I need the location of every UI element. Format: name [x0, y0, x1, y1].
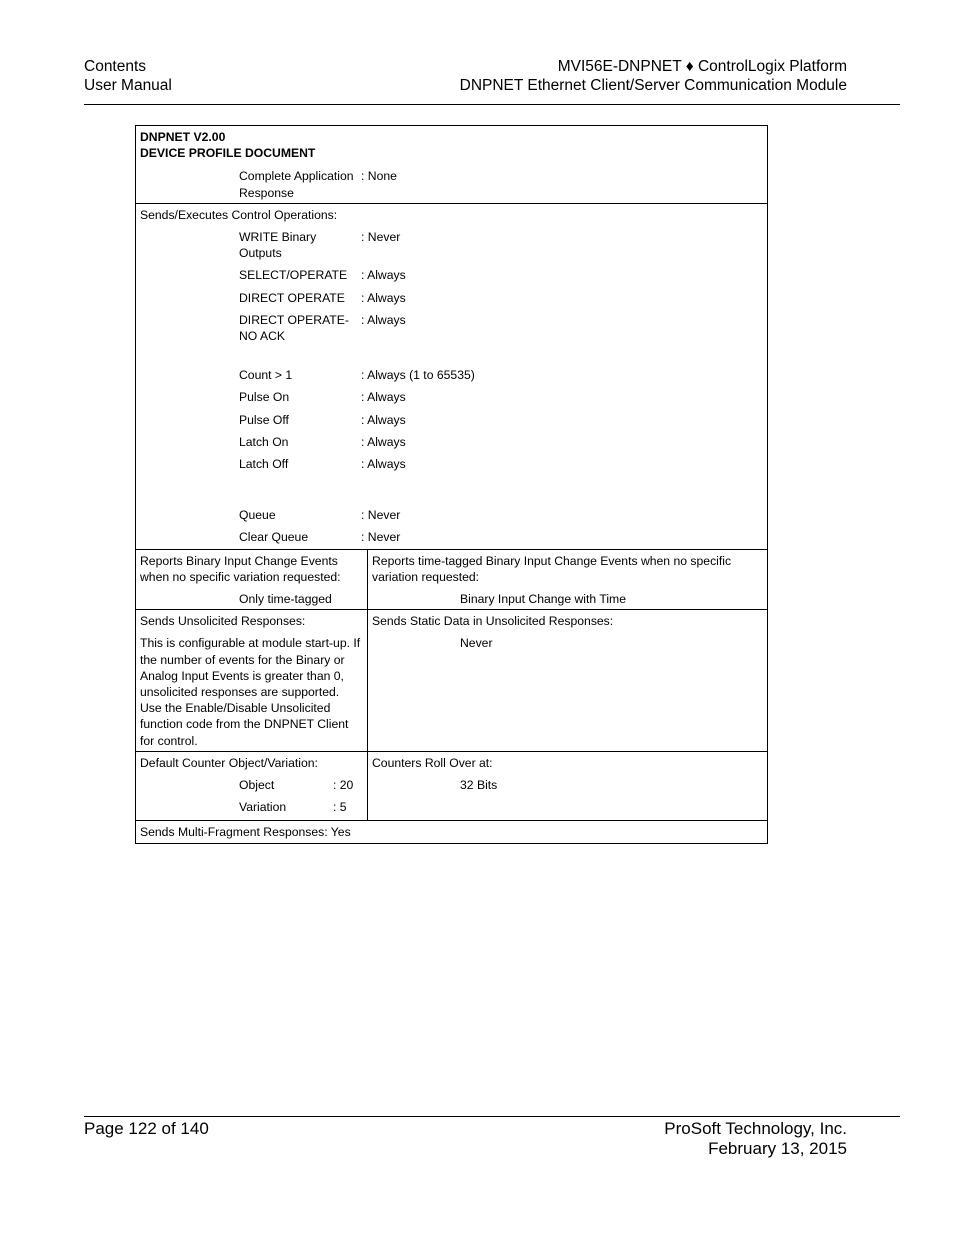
section-value: Binary Input Change with Time — [460, 592, 626, 607]
profile-title-section — [136, 126, 767, 203]
row-label: Pulse Off — [239, 412, 289, 427]
section-heading: Default Counter Object/Variation: — [140, 755, 318, 770]
header-product: MVI56E-DNPNET ♦ ControlLogix Platform — [557, 58, 847, 75]
object-row — [140, 777, 363, 793]
row-value: : Always — [361, 457, 406, 472]
section-heading: Sends/Executes Control Operations: — [140, 207, 338, 222]
footer-company: ProSoft Technology, Inc. — [664, 1119, 847, 1138]
row-label: Count > 1 — [239, 368, 293, 383]
row-value: : Never — [361, 508, 401, 523]
latch-off-row — [140, 456, 763, 472]
variation-row — [140, 799, 363, 815]
row-value: : Never — [361, 230, 401, 245]
section-heading: Counters Roll Over at: — [372, 755, 493, 770]
row-value: : Always — [361, 312, 406, 327]
counter-section — [136, 751, 767, 820]
latch-on-row — [140, 434, 763, 450]
unsolicited-right — [368, 610, 767, 751]
page-number: Page 122 of 140 — [84, 1119, 209, 1138]
profile-version: DNPNET V2.00 — [140, 130, 226, 144]
section-value: Never — [460, 636, 493, 651]
row-label: Clear Queue — [239, 530, 309, 545]
header-section: Contents — [84, 58, 147, 75]
row-label: Response — [239, 185, 294, 200]
row-label: Object — [239, 778, 275, 793]
section-value: 32 Bits — [460, 778, 498, 793]
row-label: Pulse On — [239, 390, 290, 405]
counter-right — [368, 752, 767, 820]
page-header-left — [84, 57, 172, 95]
section-heading: Reports Binary Input Change Events when no specific variation requested: — [140, 553, 341, 584]
row-label: DIRECT OPERATE- — [239, 312, 349, 327]
select-operate-row — [140, 267, 763, 283]
queue-row — [140, 507, 763, 523]
row-value: : None — [361, 169, 397, 184]
section-heading: Sends Multi-Fragment Responses: Yes — [140, 824, 351, 839]
row-label: Variation — [239, 800, 287, 815]
row-label: Queue — [239, 508, 276, 523]
pulse-on-row — [140, 389, 763, 405]
row-value: : Always (1 to 65535) — [361, 368, 475, 383]
complete-app-response-row — [140, 168, 763, 200]
row-label: Latch Off — [239, 457, 289, 472]
control-operations-section — [136, 203, 767, 549]
direct-operate-row — [140, 290, 763, 306]
binary-input-section — [136, 549, 767, 610]
section-heading: Reports time-tagged Binary Input Change Events when no specific variation requested: — [372, 553, 732, 584]
row-value: : Always — [361, 390, 406, 405]
section-heading: Sends Unsolicited Responses: — [140, 614, 306, 629]
header-module: DNPNET Ethernet Client/Server Communication Module — [459, 77, 847, 94]
row-value: : 20 — [333, 778, 354, 793]
row-value: : Always — [361, 412, 406, 427]
section-body: This is configurable at module start-up. If the number of events for the Binary or Analog Input Events is greater than 0, unsolicited responses are supported. Use the Enable/Disable Unsolicited function code from the DNPNET Client for control. — [140, 636, 361, 748]
pulse-off-row — [140, 412, 763, 428]
clear-queue-row — [140, 529, 763, 545]
row-value: : Always — [361, 268, 406, 283]
row-label: Latch On — [239, 434, 289, 449]
counter-left — [136, 752, 368, 820]
row-value: : 5 — [333, 800, 347, 815]
profile-title: DEVICE PROFILE DOCUMENT — [140, 146, 316, 161]
device-profile-table — [135, 125, 768, 844]
multi-fragment-section — [136, 820, 767, 843]
binary-input-right — [368, 550, 767, 610]
row-value: : Always — [361, 290, 406, 305]
row-label: DIRECT OPERATE — [239, 290, 345, 305]
direct-operate-noack-row — [140, 312, 763, 344]
footer-date: February 13, 2015 — [708, 1139, 847, 1158]
page-footer-right — [664, 1119, 847, 1159]
write-binary-row — [140, 229, 763, 261]
count-row — [140, 367, 763, 383]
row-label: Complete Application — [239, 169, 354, 184]
section-heading: Sends Static Data in Unsolicited Responses: — [372, 614, 614, 629]
spacer — [140, 472, 763, 501]
unsolicited-left — [136, 610, 368, 751]
binary-input-left — [136, 550, 368, 610]
unsolicited-section — [136, 609, 767, 751]
footer-divider — [84, 1116, 900, 1117]
header-doc-type: User Manual — [84, 77, 172, 94]
row-label: SELECT/OPERATE — [239, 268, 348, 283]
section-value: Only time-tagged — [239, 592, 332, 607]
row-label: WRITE Binary — [239, 230, 317, 245]
row-label: NO ACK — [239, 329, 286, 344]
page-header-right — [460, 57, 847, 95]
row-value: : Never — [361, 530, 401, 545]
header-divider — [84, 104, 900, 105]
spacer — [140, 344, 763, 361]
row-value: : Always — [361, 434, 406, 449]
row-label: Outputs — [239, 246, 282, 261]
